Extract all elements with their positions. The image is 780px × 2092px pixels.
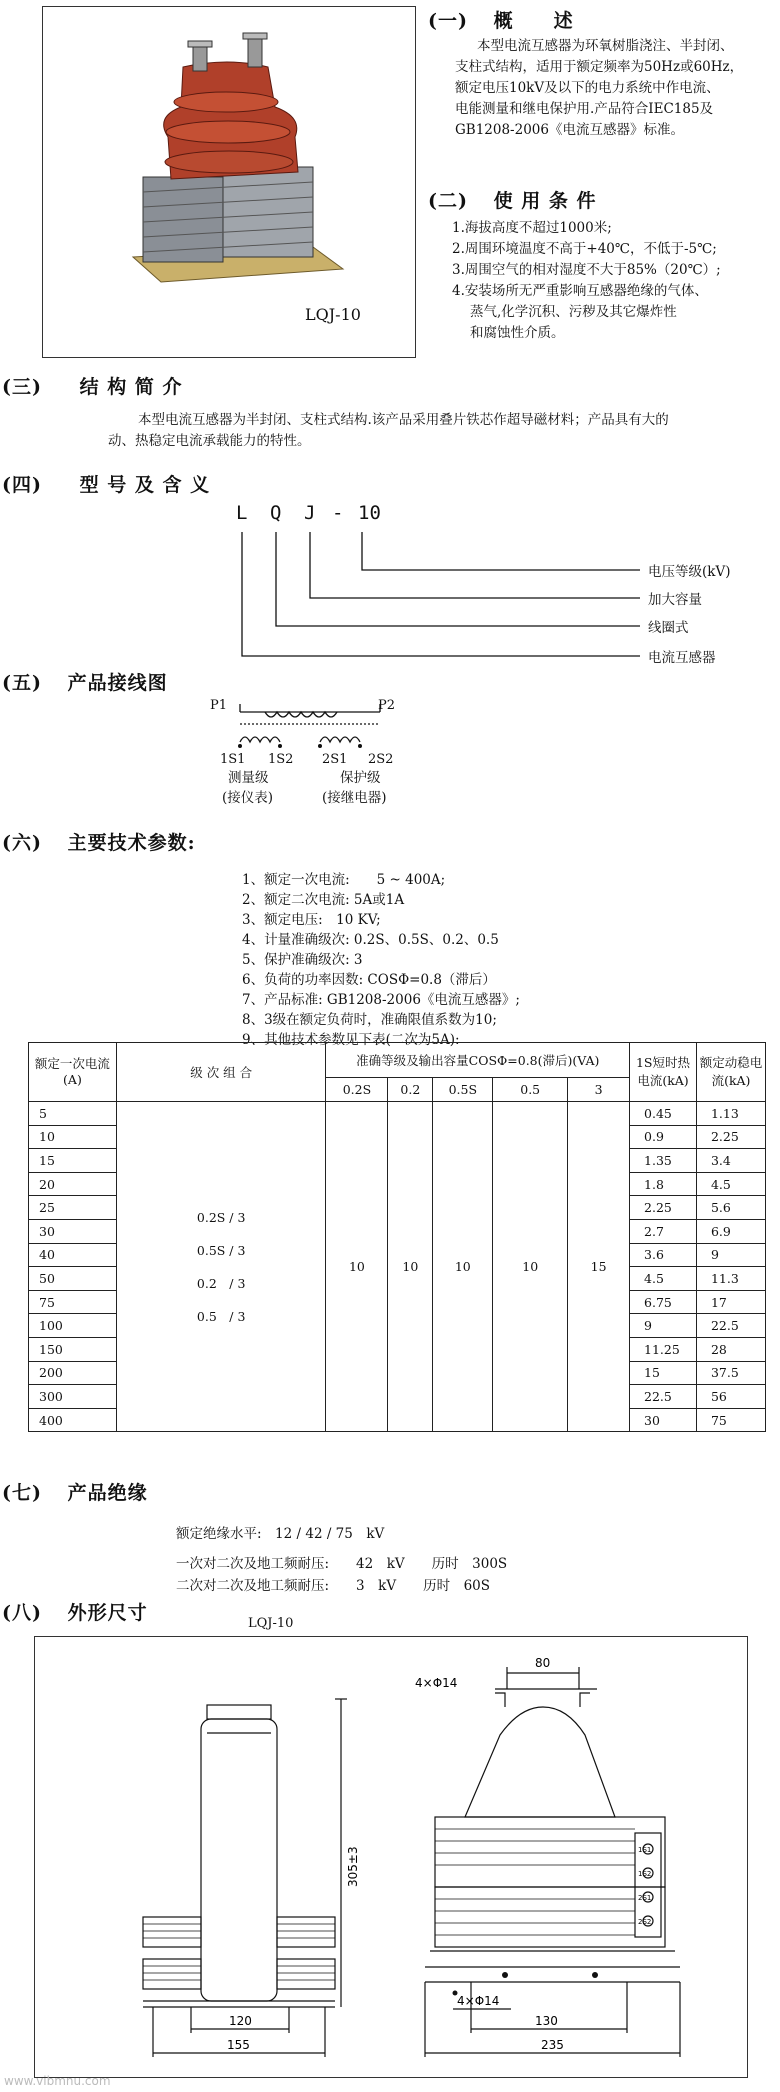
cell-thermal: 0.45: [630, 1102, 697, 1126]
cell-acc-value: 10: [388, 1102, 433, 1432]
wiring-protect-label: 保护级: [340, 770, 381, 786]
param-item: 4、计量准确级次: 0.2S、0.5S、0.2、0.5: [242, 932, 499, 948]
model-leader-lines: [230, 528, 650, 668]
cell-dynamic: 9: [696, 1243, 765, 1267]
dim-130-label: 130: [535, 2014, 558, 2028]
cell-current: 40: [29, 1243, 117, 1267]
cell-combos: [116, 1102, 326, 1432]
model-letter-q: Q: [270, 502, 282, 524]
cell-current: 5: [29, 1102, 117, 1126]
section-7-heading: [2, 1478, 148, 1505]
param-item: 9、其他技术参数见下表(二次为5A):: [242, 1032, 460, 1048]
section-2-item: 和腐蚀性介质。: [470, 325, 565, 341]
cell-current: 75: [29, 1290, 117, 1314]
cell-dynamic: 28: [696, 1337, 765, 1361]
cell-thermal: 4.5: [630, 1267, 697, 1291]
cell-current: 10: [29, 1125, 117, 1149]
model-letter-j: J: [304, 502, 316, 524]
cell-dynamic: 1.13: [696, 1102, 765, 1126]
drawing-model: LQJ-10: [248, 1616, 294, 1631]
cell-dynamic: 37.5: [696, 1361, 765, 1385]
table-header-row: [29, 1043, 766, 1078]
dim-4phi14-top-label: 4×Φ14: [415, 1676, 458, 1690]
section-5-number: (五): [2, 672, 42, 694]
param-item: 3、额定电压: 10 KV;: [242, 912, 381, 928]
insulation-primary: 一次对二次及地工频耐压: 42 kV 历时 300S: [176, 1556, 508, 1572]
cell-current: 50: [29, 1267, 117, 1291]
cell-current: 300: [29, 1385, 117, 1409]
section-2-item: 4.安装场所无严重影响互感器绝缘的气体、: [452, 283, 708, 299]
dimension-drawing: [34, 1636, 748, 2078]
table-row: [29, 1102, 766, 1126]
section-1-line: GB1208-2006《电流互感器》标准。: [455, 122, 684, 138]
acc-class: 3: [568, 1078, 630, 1102]
spec-table: [28, 1042, 766, 1432]
combo-item: 0.2 / 3: [196, 1275, 246, 1291]
dim-305-label: 305±3: [346, 1846, 360, 1887]
watermark: www.vibmnu.com: [4, 2074, 111, 2088]
model-voltage: 10: [358, 502, 381, 524]
section-5-heading: [2, 668, 168, 695]
cell-dynamic: 3.4: [696, 1149, 765, 1173]
cell-thermal: 6.75: [630, 1290, 697, 1314]
wiring-1s2: 1S2: [268, 752, 294, 767]
section-7-title: 产品绝缘: [67, 1482, 148, 1504]
section-1-number: (一): [428, 10, 468, 32]
cell-thermal: 2.7: [630, 1219, 697, 1243]
acc-class: 0.5S: [433, 1078, 493, 1102]
section-5-title: 产品接线图: [67, 672, 168, 694]
dim-4phi14-bottom-label: 4×Φ14: [457, 1994, 500, 2008]
param-item: 5、保护准确级次: 3: [242, 952, 363, 968]
cell-dynamic: 11.3: [696, 1267, 765, 1291]
section-2-item: 3.周围空气的相对湿度不大于85%（20℃）;: [452, 262, 721, 278]
section-3-text: [108, 410, 778, 452]
cell-thermal: 15: [630, 1361, 697, 1385]
section-2-title: 使 用 条 件: [493, 190, 597, 212]
cell-dynamic: 2.25: [696, 1125, 765, 1149]
cell-thermal: 9: [630, 1314, 697, 1338]
cell-thermal: 1.8: [630, 1172, 697, 1196]
header-thermal: 1S短时热电流(kA): [630, 1043, 697, 1102]
section-1-line: 电能测量和继电保护用.产品符合IEC185及: [455, 101, 714, 117]
cell-current: 25: [29, 1196, 117, 1220]
wiring-measure-label: 测量级: [228, 770, 269, 786]
combo-item: 0.5 / 3: [196, 1308, 246, 1324]
wiring-2s1: 2S1: [322, 752, 348, 767]
cell-current: 150: [29, 1337, 117, 1361]
section-4-title: 型 号 及 含 义: [79, 474, 211, 496]
meaning-voltage: 电压等级(kV): [648, 564, 731, 580]
section-1-line: 本型电流互感器为环氧树脂浇注、半封闭、: [477, 38, 734, 54]
wiring-p1: P1: [210, 698, 228, 713]
cell-current: 20: [29, 1172, 117, 1196]
terminal-1s2: 1S2: [638, 1870, 652, 1878]
section-6-number: (六): [2, 832, 42, 854]
insulation-secondary: 二次对二次及地工频耐压: 3 kV 历时 60S: [176, 1578, 490, 1594]
param-item: 8、3级在额定负荷时，准确限值系数为10;: [242, 1012, 497, 1028]
section-2-item: 2.周围环境温度不高于+40℃，不低于-5℃;: [452, 241, 717, 257]
cell-dynamic: 56: [696, 1385, 765, 1409]
section-3-line: 本型电流互感器为半封闭、支柱式结构.该产品采用叠片铁芯作超导磁材料；产品具有大的: [138, 412, 669, 428]
cell-dynamic: 22.5: [696, 1314, 765, 1338]
terminal-2s2: 2S2: [638, 1918, 652, 1926]
dim-120-label: 120: [229, 2014, 252, 2028]
combo-item: 0.2S / 3: [196, 1209, 246, 1225]
dimension-drawing-svg: [35, 1637, 747, 2077]
param-item: 6、负荷的功率因数: COSΦ=0.8（滞后）: [242, 972, 496, 988]
cell-current: 200: [29, 1361, 117, 1385]
cell-current: 100: [29, 1314, 117, 1338]
dim-80-label: 80: [535, 1656, 551, 1670]
section-6-list: [242, 870, 762, 1050]
section-2-heading: [428, 186, 596, 213]
wiring-p2: P2: [378, 698, 396, 713]
section-1-line: 支柱式结构，适用于额定频率为50Hz或60Hz，: [455, 59, 744, 75]
header-current: 额定一次电流(A): [29, 1043, 117, 1102]
section-3-heading: [2, 372, 182, 399]
photo-core-right: [223, 167, 313, 257]
section-1-heading: [428, 6, 574, 33]
section-8-title: 外形尺寸: [67, 1602, 148, 1624]
meaning-ct: 电流互感器: [648, 650, 716, 666]
section-8-number: (八): [2, 1602, 42, 1624]
photo-caption: LQJ-10: [305, 305, 361, 324]
section-6-heading: [2, 828, 196, 855]
cell-dynamic: 6.9: [696, 1219, 765, 1243]
cell-acc-value: 15: [568, 1102, 630, 1432]
section-7-number: (七): [2, 1482, 42, 1504]
cell-current: 15: [29, 1149, 117, 1173]
section-1-line: 额定电压10kV及以下的电力系统中作电流、: [455, 80, 720, 96]
header-accuracy: 准确等级及输出容量COSΦ=0.8(滞后)(VA): [326, 1043, 630, 1078]
section-3-title: 结 构 简 介: [79, 376, 183, 398]
dim-235-label: 235: [541, 2038, 564, 2052]
header-dynamic: 额定动稳电流(kA): [696, 1043, 765, 1102]
photo-terminal-p1: [193, 45, 207, 71]
header-combo: 级 次 组 合: [116, 1043, 326, 1102]
wiring-protect-note: (接继电器): [322, 790, 387, 806]
cell-dynamic: 17: [696, 1290, 765, 1314]
acc-class: 0.5: [493, 1078, 568, 1102]
cell-dynamic: 5.6: [696, 1196, 765, 1220]
product-photo-frame: [42, 6, 416, 358]
section-2-number: (二): [428, 190, 468, 212]
param-item: 2、额定二次电流: 5A或1A: [242, 892, 405, 908]
section-2-list: [452, 218, 777, 344]
wiring-2s2: 2S2: [368, 752, 394, 767]
acc-class: 0.2: [388, 1078, 433, 1102]
terminal-1s1: 1S1: [638, 1846, 652, 1854]
cell-thermal: 3.6: [630, 1243, 697, 1267]
insulation-level: 额定绝缘水平: 12 / 42 / 75 kV: [176, 1526, 385, 1542]
section-1-text: [455, 36, 775, 141]
cell-current: 400: [29, 1408, 117, 1432]
model-dash: -: [332, 502, 344, 524]
cell-current: 30: [29, 1219, 117, 1243]
cell-thermal: 11.25: [630, 1337, 697, 1361]
section-4-heading: [2, 470, 210, 497]
meaning-winding: 线圈式: [648, 620, 689, 636]
photo-terminal-p2: [248, 37, 262, 67]
section-6-title: 主要技术参数:: [67, 832, 196, 854]
section-2-item: 1.海拔高度不超过1000米;: [452, 220, 612, 236]
section-2-item: 蒸气,化学沉积、污秽及其它爆炸性: [470, 304, 677, 320]
cell-thermal: 22.5: [630, 1385, 697, 1409]
section-8-heading: [2, 1598, 148, 1625]
cell-thermal: 30: [630, 1408, 697, 1432]
section-3-number: (三): [2, 376, 42, 398]
section-1-title: 概 述: [493, 10, 574, 32]
acc-class: 0.2S: [326, 1078, 388, 1102]
combo-item: 0.5S / 3: [196, 1242, 246, 1258]
cell-thermal: 1.35: [630, 1149, 697, 1173]
cell-dynamic: 75: [696, 1408, 765, 1432]
terminal-2s1: 2S1: [638, 1894, 652, 1902]
param-item: 7、产品标准: GB1208-2006《电流互感器》;: [242, 992, 520, 1008]
param-item: 1、额定一次电流: 5 ~ 400A;: [242, 872, 446, 888]
model-letter-l: L: [236, 502, 248, 524]
cell-acc-value: 10: [433, 1102, 493, 1432]
section-3-line: 动、热稳定电流承载能力的特性。: [108, 433, 311, 449]
cell-acc-value: 10: [326, 1102, 388, 1432]
section-4-number: (四): [2, 474, 42, 496]
dim-155-label: 155: [227, 2038, 250, 2052]
cell-acc-value: 10: [493, 1102, 568, 1432]
wiring-1s1: 1S1: [220, 752, 246, 767]
cell-dynamic: 4.5: [696, 1172, 765, 1196]
cell-thermal: 0.9: [630, 1125, 697, 1149]
meaning-capacity: 加大容量: [648, 592, 702, 608]
cell-thermal: 2.25: [630, 1196, 697, 1220]
wiring-measure-note: (接仪表): [222, 790, 274, 806]
